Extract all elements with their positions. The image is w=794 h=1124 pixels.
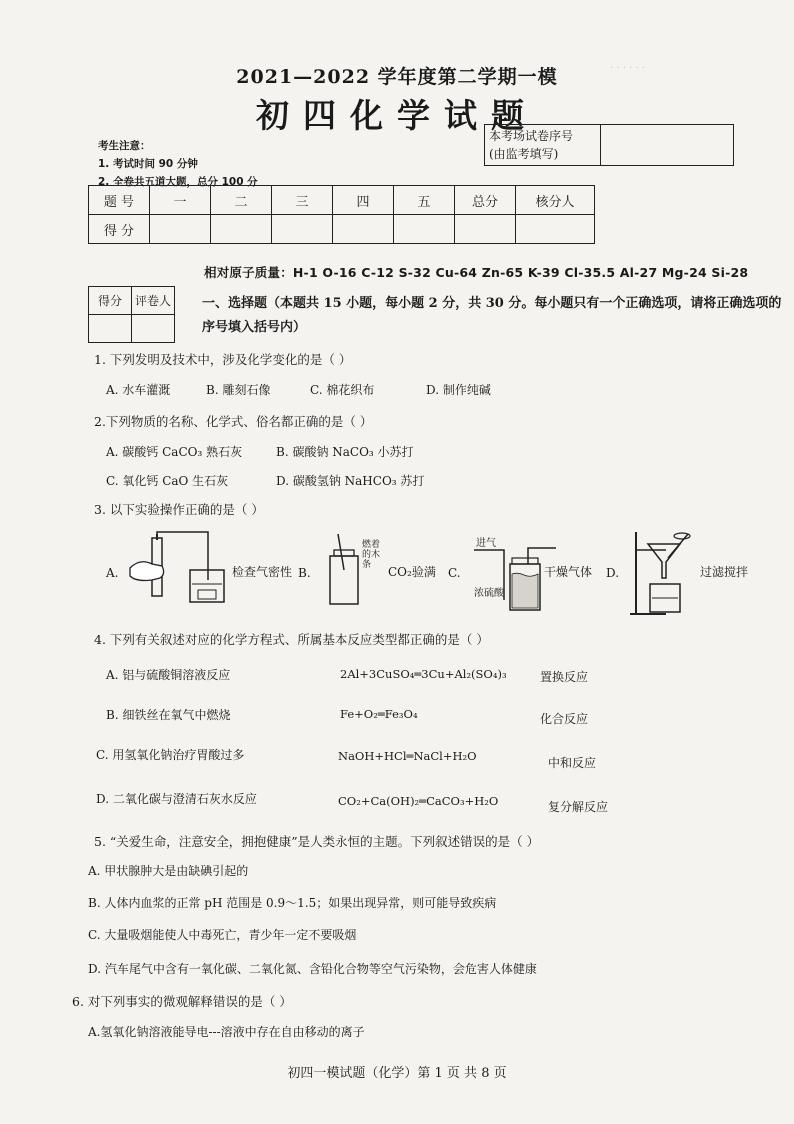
grader-name-label: 评卷人	[132, 287, 175, 315]
q4-row-desc: C. 用氢氧化钠治疗胃酸过多	[96, 748, 245, 762]
q3-option-c-label: 干燥气体	[544, 565, 593, 579]
seat-number-field[interactable]	[601, 125, 733, 165]
grader-name-cell[interactable]	[132, 315, 175, 343]
grader-score-label: 得分	[89, 287, 132, 315]
q4-row-desc: A. 铝与硫酸铜溶液反应	[106, 668, 231, 682]
score-cell[interactable]	[455, 215, 516, 244]
sulfuric-acid-label: 浓硫酸	[474, 588, 504, 599]
seat-number-box	[484, 124, 734, 166]
gas-inlet-label: 进气	[476, 538, 496, 549]
score-cell[interactable]	[333, 215, 394, 244]
atomic-masses: 相对原子质量：H-1 O-16 C-12 S-32 Cu-64 Zn-65 K-39 Cl-35.5 Al-27 Mg-24 Si-28	[204, 265, 749, 280]
q1-option-b: B. 雕刻石像	[206, 383, 271, 397]
score-header-cell: 二	[211, 186, 272, 215]
exam-year-line: 2021—2022 学年度第二学期一模	[236, 66, 558, 88]
q5-option-a: A. 甲状腺肿大是由缺碘引起的	[88, 864, 249, 878]
score-cell[interactable]	[516, 215, 595, 244]
bleed-through-text: . . . . . .	[610, 60, 645, 71]
score-header-cell: 核分人	[516, 186, 595, 215]
q2-option-c: C. 氧化钙 CaO 生石灰	[106, 474, 229, 488]
q4-row-equation: NaOH+HCl═NaCl+H₂O	[338, 749, 477, 763]
score-header-cell: 四	[333, 186, 394, 215]
q3-option-a-letter: A.	[106, 566, 119, 580]
q3-option-c-letter: C.	[448, 566, 461, 580]
q4-row-type: 化合反应	[540, 712, 589, 726]
q3-option-a-label: 检查气密性	[232, 565, 293, 579]
q6-option-a: A.氢氧化钠溶液能导电---溶液中存在自由移动的离子	[88, 1025, 365, 1039]
q4-row-desc: B. 细铁丝在氧气中燃烧	[106, 708, 231, 722]
question-5-stem: 5. “关爱生命，注意安全，拥抱健康”是人类永恒的主题。下列叙述错误的是（ ）	[94, 834, 540, 849]
question-3-stem: 3. 以下实验操作正确的是（ ）	[94, 502, 264, 517]
grader-score-cell[interactable]	[89, 315, 132, 343]
q4-row-desc: D. 二氧化碳与澄清石灰水反应	[96, 792, 257, 806]
score-header-cell: 一	[150, 186, 211, 215]
exam-title: 初四化学试题	[256, 96, 538, 135]
q1-option-d: D. 制作纯碱	[426, 383, 491, 397]
score-header-cell: 三	[272, 186, 333, 215]
q2-option-b: B. 碳酸钠 NaCO₃ 小苏打	[276, 445, 414, 459]
q3-option-b-letter: B.	[298, 566, 311, 580]
q3-option-d-label: 过滤搅拌	[700, 565, 749, 579]
q4-row-type: 置换反应	[540, 670, 589, 684]
q3-option-b-label: CO₂验满	[388, 565, 436, 579]
question-1-stem: 1. 下列发明及技术中，涉及化学变化的是（ ）	[94, 352, 352, 367]
q2-option-d: D. 碳酸氢钠 NaHCO₃ 苏打	[276, 474, 425, 488]
q1-option-a: A. 水车灌溉	[106, 383, 171, 397]
question-6-stem: 6. 对下列事实的微观解释错误的是（ ）	[72, 994, 292, 1009]
score-cell[interactable]	[150, 215, 211, 244]
q5-option-d: D. 汽车尾气中含有一氧化碳、二氧化氮、含铅化合物等空气污染物，会危害人体健康	[88, 962, 537, 976]
q4-row-type: 中和反应	[548, 756, 597, 770]
score-table	[88, 185, 595, 244]
score-cell[interactable]	[394, 215, 455, 244]
score-cell[interactable]	[272, 215, 333, 244]
burning-stick-label: 燃着的木条	[362, 540, 381, 570]
q3-option-d-letter: D.	[606, 566, 620, 580]
apparatus-gas-tightness-icon	[122, 530, 230, 610]
q4-row-equation: 2Al+3CuSO₄═3Cu+Al₂(SO₄)₃	[340, 667, 507, 681]
section-1-heading: 一、选择题（本题共 15 小题，每小题 2 分，共 30 分。每小题只有一个正确选项，请将正确选项的序号填入括号内）	[202, 296, 782, 335]
apparatus-filtration-icon	[626, 528, 696, 618]
q4-row-equation: CO₂+Ca(OH)₂═CaCO₃+H₂O	[338, 794, 499, 808]
score-row-label: 得 分	[89, 215, 150, 244]
score-cell[interactable]	[211, 215, 272, 244]
apparatus-gas-bottle-icon	[318, 530, 362, 610]
notice-item-2: 2. 全卷共五道大题，总分 100 分	[98, 176, 258, 188]
q5-option-c: C. 大量吸烟能使人中毒死亡，青少年一定不要吸烟	[88, 928, 357, 942]
q1-option-c: C. 棉花织布	[310, 383, 375, 397]
grader-box	[88, 286, 175, 343]
seat-number-label: 本考场试卷序号 (由监考填写)	[485, 125, 601, 165]
score-header-cell: 五	[394, 186, 455, 215]
score-header-cell: 题 号	[89, 186, 150, 215]
q2-option-a: A. 碳酸钙 CaCO₃ 熟石灰	[106, 445, 243, 459]
score-header-cell: 总分	[455, 186, 516, 215]
question-2-stem: 2.下列物质的名称、化学式、俗名都正确的是（ ）	[94, 414, 373, 429]
q4-row-type: 复分解反应	[548, 800, 609, 814]
notice-heading: 考生注意：	[98, 140, 151, 152]
page-footer: 初四一模试题（化学）第 1 页 共 8 页	[287, 1066, 507, 1081]
question-4-stem: 4. 下列有关叙述对应的化学方程式、所属基本反应类型都正确的是（ ）	[94, 632, 489, 647]
notice-item-1: 1. 考试时间 90 分钟	[98, 158, 198, 170]
q5-option-b: B. 人体内血浆的正常 pH 范围是 0.9～1.5；如果出现异常，则可能导致疾病	[88, 896, 497, 910]
q4-row-equation: Fe+O₂═Fe₃O₄	[340, 707, 418, 721]
